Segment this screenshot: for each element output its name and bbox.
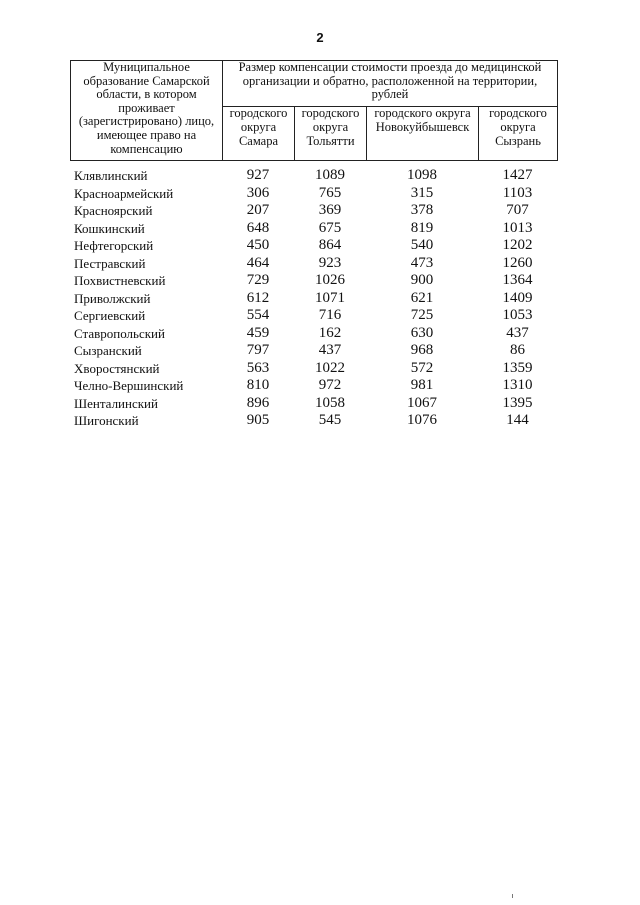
compensation-value: 1067 <box>407 394 437 411</box>
municipality-name: Ставропольский <box>74 325 165 341</box>
compensation-value: 1427 <box>502 167 533 183</box>
compensation-value: 459 <box>246 324 270 341</box>
compensation-value: 707 <box>506 202 529 218</box>
compensation-value: 1022 <box>315 359 345 376</box>
compensation-value: 819 <box>410 219 434 236</box>
compensation-value: 572 <box>410 359 434 376</box>
compensation-value: 1089 <box>315 167 345 183</box>
municipality-name: Красноармейский <box>74 185 174 201</box>
compensation-value: 612 <box>246 289 270 306</box>
compensation-value: 464 <box>246 254 270 271</box>
compensation-value: 1026 <box>315 272 345 288</box>
compensation-value: 675 <box>318 219 342 236</box>
table-row <box>70 377 557 395</box>
municipality-name: Сызранский <box>74 343 142 358</box>
table-header <box>70 60 558 161</box>
compensation-value: 450 <box>246 237 270 253</box>
compensation-value: 563 <box>246 359 270 376</box>
data-table <box>70 167 557 430</box>
municipality-name: Клявлинский <box>74 168 148 183</box>
compensation-value: 1013 <box>502 219 533 236</box>
compensation-value: 1053 <box>502 307 533 323</box>
header-city-tolyatti: городского округа Тольятти <box>295 107 367 161</box>
compensation-value: 1202 <box>502 237 533 253</box>
header-city-samara: городского округа Самара <box>223 107 295 161</box>
table-row <box>70 290 557 308</box>
compensation-value: 968 <box>410 342 434 358</box>
compensation-value: 864 <box>318 237 342 253</box>
compensation-value: 554 <box>246 307 270 323</box>
compensation-value: 923 <box>318 254 342 271</box>
compensation-value: 797 <box>246 342 270 358</box>
compensation-value: 1103 <box>502 184 533 201</box>
municipality-name: Сергиевский <box>74 308 146 323</box>
table-row <box>70 185 557 203</box>
compensation-value: 144 <box>506 412 529 428</box>
compensation-value: 1364 <box>502 272 533 288</box>
municipality-name: Кошкинский <box>74 220 145 236</box>
table-row <box>70 342 557 360</box>
compensation-value: 540 <box>410 237 434 253</box>
municipality-name: Приволжский <box>74 290 151 306</box>
compensation-value: 729 <box>246 272 270 288</box>
compensation-value: 1076 <box>407 412 437 428</box>
compensation-value: 810 <box>246 377 270 393</box>
compensation-value: 315 <box>410 184 434 201</box>
compensation-value: 648 <box>246 219 270 236</box>
compensation-value: 378 <box>410 202 434 218</box>
table-row <box>70 255 557 273</box>
compensation-value: 1058 <box>315 394 345 411</box>
municipality-name: Нефтегорский <box>74 238 154 253</box>
table-row <box>70 395 557 413</box>
compensation-value: 716 <box>318 307 342 323</box>
compensation-value: 905 <box>246 412 270 428</box>
compensation-value: 437 <box>506 324 529 341</box>
compensation-value: 927 <box>246 167 270 183</box>
compensation-value: 896 <box>246 394 270 411</box>
table-row <box>70 360 557 378</box>
compensation-value: 1098 <box>407 167 437 183</box>
table-row <box>70 237 557 255</box>
compensation-value: 900 <box>410 272 434 288</box>
table-row <box>70 220 557 238</box>
compensation-value: 1310 <box>502 377 533 393</box>
municipality-name: Шигонский <box>74 413 139 428</box>
table-row <box>70 412 557 430</box>
compensation-value: 545 <box>318 412 342 428</box>
compensation-value: 207 <box>246 202 270 218</box>
table-row <box>70 272 557 290</box>
header-city-syzran: городского округа Сызрань <box>479 107 558 161</box>
header-compensation-title: Размер компенсации стоимости проезда до медицинской организации и обратно, расположенной на территории, рублей <box>223 61 558 107</box>
compensation-value: 1395 <box>502 394 533 411</box>
table-row <box>70 325 557 343</box>
municipality-name: Челно-Вершинский <box>74 378 184 393</box>
table-row <box>70 167 557 185</box>
compensation-value: 972 <box>318 377 342 393</box>
table-row <box>70 202 557 220</box>
header-municipality: Муниципальное образование Самарской области, в котором проживает (зарегистрировано) лицо, имеющее право на компенсацию <box>71 61 223 161</box>
page-number: 2 <box>316 30 324 45</box>
compensation-value: 765 <box>318 184 342 201</box>
compensation-value: 621 <box>410 289 434 306</box>
compensation-value: 473 <box>410 254 434 271</box>
compensation-value: 1071 <box>315 289 345 306</box>
compensation-value: 1359 <box>502 359 533 376</box>
compensation-value: 86 <box>510 342 525 358</box>
compensation-value: 1260 <box>502 254 533 271</box>
municipality-name: Красноярский <box>74 203 153 218</box>
municipality-name: Хворостянский <box>74 360 160 376</box>
scan-mark <box>512 894 513 898</box>
compensation-value: 369 <box>318 202 342 218</box>
municipality-name: Похвистневский <box>74 273 166 288</box>
compensation-value: 437 <box>318 342 342 358</box>
table-row <box>70 307 557 325</box>
compensation-value: 162 <box>318 324 342 341</box>
municipality-name: Пестравский <box>74 255 146 271</box>
compensation-value: 306 <box>246 184 270 201</box>
municipality-name: Шенталинский <box>74 395 158 411</box>
compensation-value: 1409 <box>502 289 533 306</box>
compensation-value: 630 <box>410 324 434 341</box>
compensation-value: 981 <box>410 377 434 393</box>
header-city-novokuybyshevsk: городского округа Новокуйбышевск <box>367 107 479 161</box>
compensation-value: 725 <box>410 307 434 323</box>
